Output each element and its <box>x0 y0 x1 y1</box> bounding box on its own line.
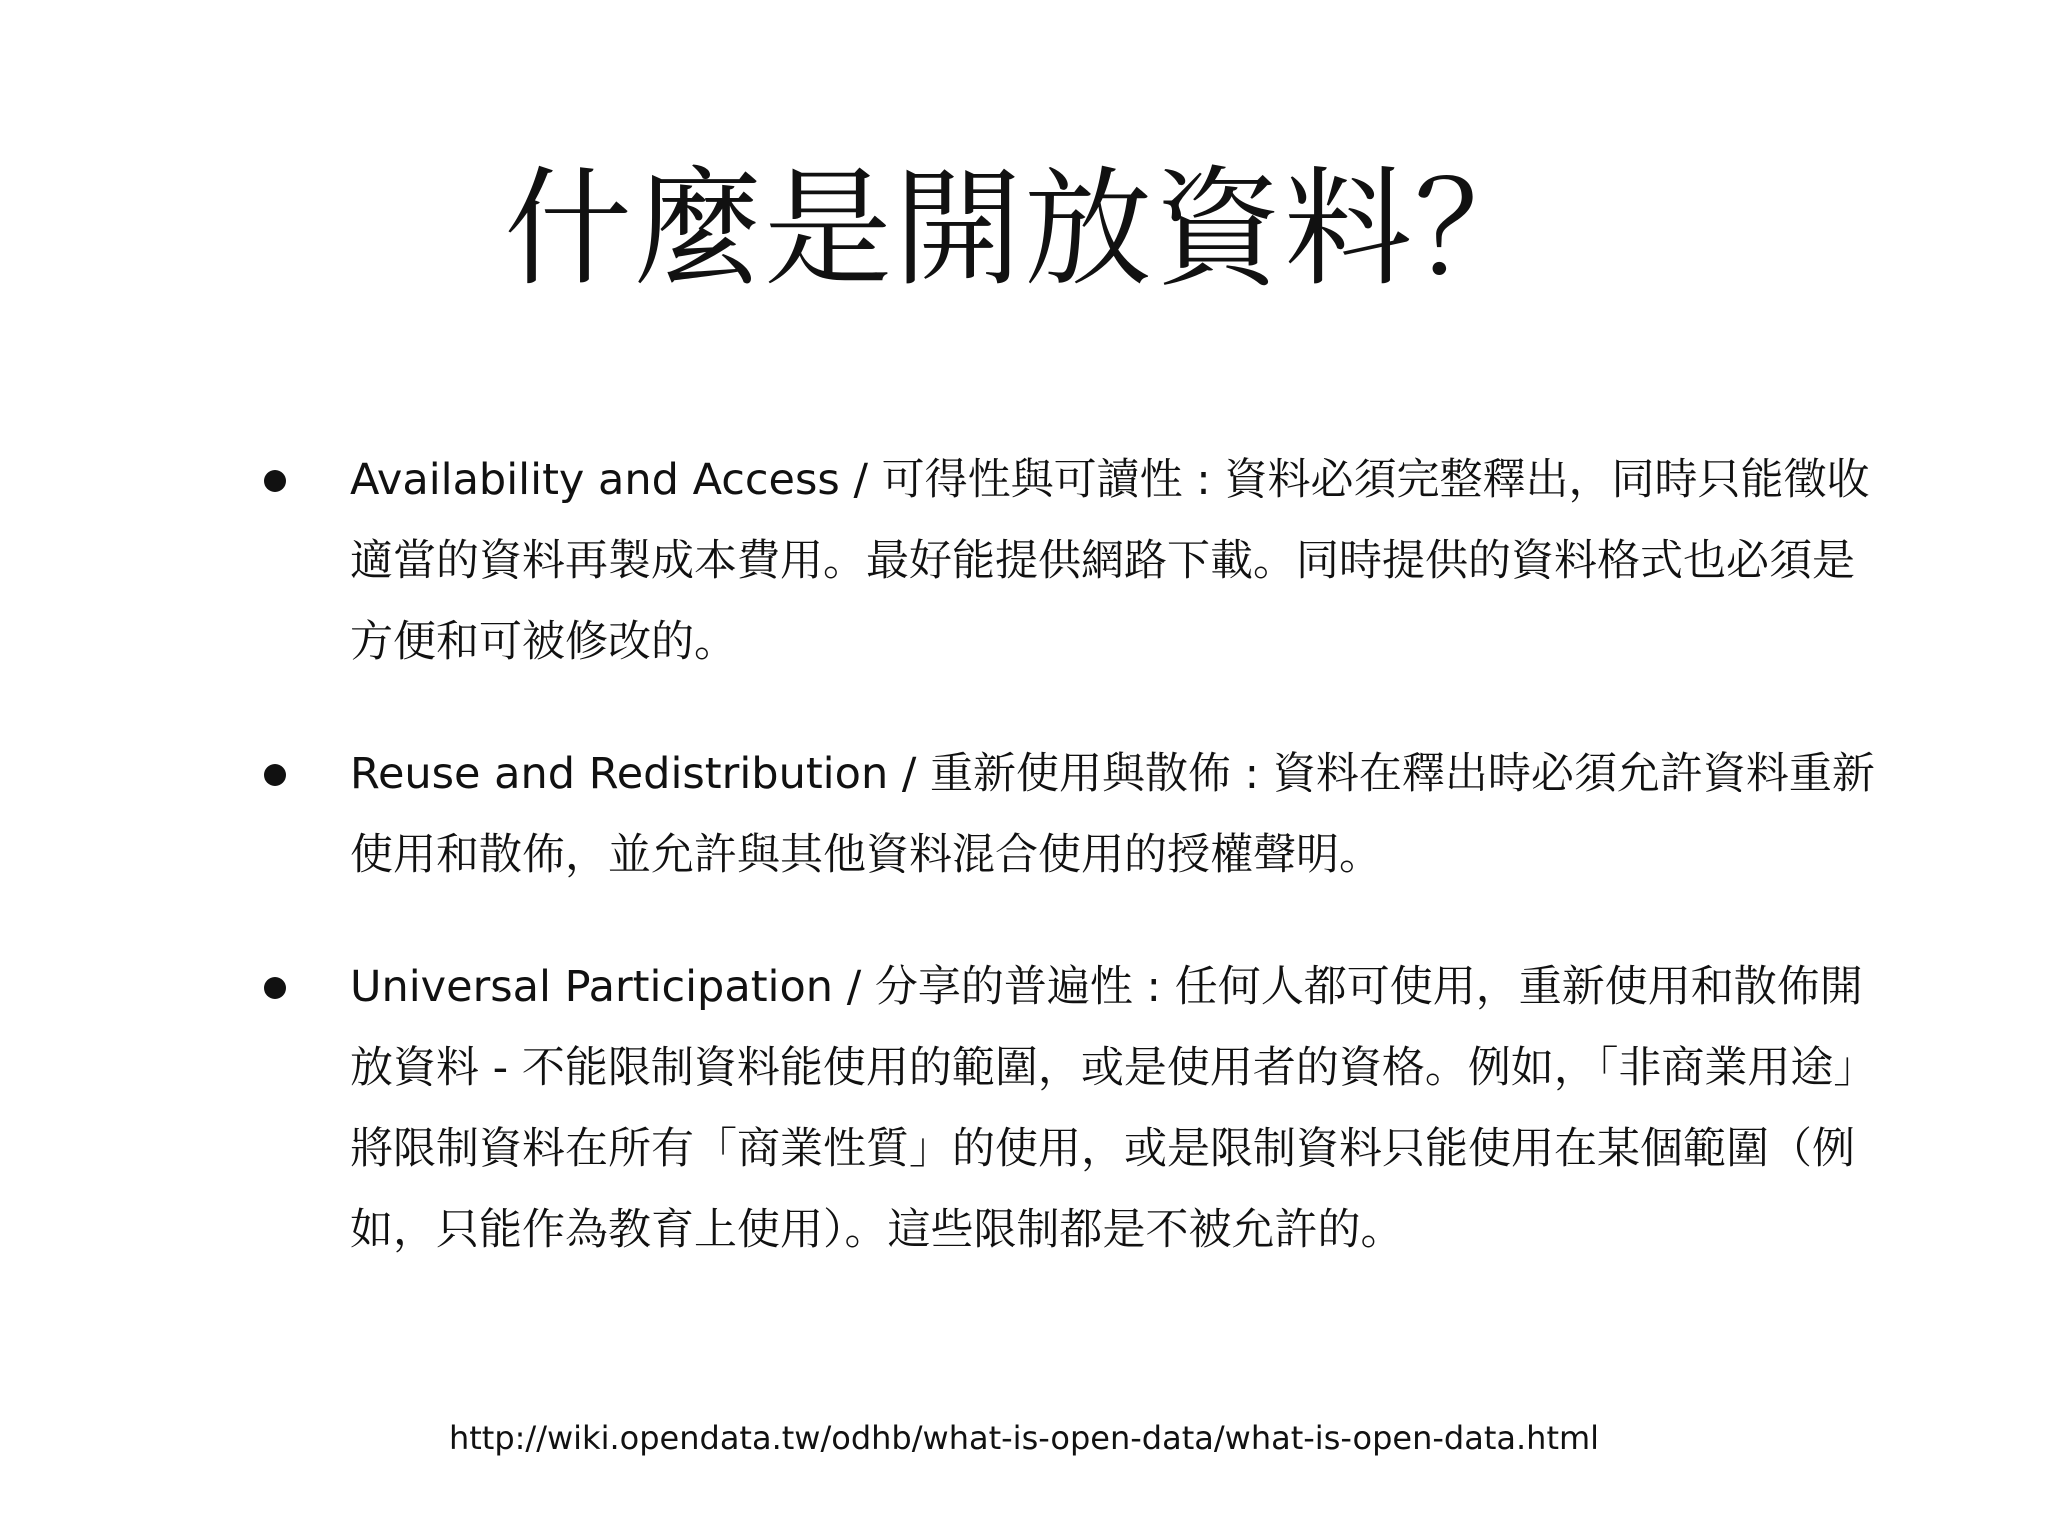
slide-title: 什麼是開放資料？ <box>503 155 1544 304</box>
bullet-list <box>250 440 1890 1322</box>
bullet-text: Reuse and Redistribution / 重新使用與散佈 : 資料在釋出時必須允許資料重新使用和散佈，並允許與其他資料混合使用的授權聲明。 <box>350 749 1875 880</box>
bullet-universal-participation <box>250 947 1890 1271</box>
bullet-dot-icon <box>264 470 286 492</box>
bullet-reuse-redistribution <box>250 734 1890 896</box>
bullet-text: Universal Participation / 分享的普遍性 : 任何人都可使用，重新使用和散佈開放資料 - 不能限制資料能使用的範圍，或是使用者的資格。例如，「非商業用途」將限制資料在所有「商業性質」的使用，或是限制資料只能使用在某個範圍（例如，只能作為教育上使用）。這些限制都是不被允許的。 <box>350 962 1877 1255</box>
source-url: http://wiki.opendata.tw/odhb/what-is-open-data/what-is-open-data.html <box>448 1419 1600 1457</box>
bullet-availability-access <box>250 440 1890 683</box>
bullet-dot-icon <box>264 764 286 786</box>
bullet-dot-icon <box>264 977 286 999</box>
bullet-text: Availability and Access / 可得性與可讀性 : 資料必須完整釋出，同時只能徵收適當的資料再製成本費用。最好能提供網路下載。同時提供的資料格式也必須是方便和可被修改的。 <box>350 455 1870 667</box>
